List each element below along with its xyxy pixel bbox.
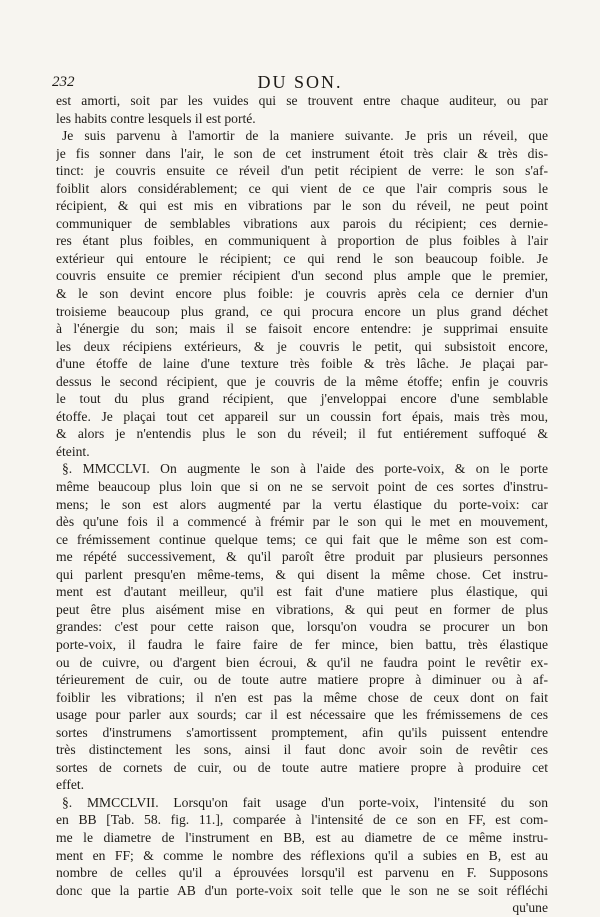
text-line: §. MMCCLVII. Lorsqu'on fait usage d'un porte-voix, l'intensité du son [62, 794, 548, 810]
body-text [56, 92, 548, 917]
text-line: troisieme beaucoup plus grand, ce qui procura encore un plus grand déchet [56, 303, 548, 319]
text-line: ou de cuivre, ou d'argent bien écroui, & qu'il ne faudra point le revêtir ex- [56, 654, 548, 670]
text-line: étoffe. Je plaçai tout cet appareil sur un coussin fort épais, mais très mou, [56, 408, 548, 424]
text-line: d'une étoffe de laine d'une texture très foible & très lâche. Je plaçai par- [56, 356, 548, 372]
text-line: communiquer de semblables vibrations aux parois du récipient; ces dernie- [56, 215, 548, 231]
text-line: récipient, & qui est mis en vibrations par le son du réveil, ne peut point [56, 198, 548, 214]
text-line: très distinctement les sons, ainsi il faut donc avoir soin de revêtir ces [56, 742, 548, 758]
text-line: ment est d'autant meilleur, qu'il est fait d'une matiere plus élastique, qui [56, 584, 548, 600]
text-line: éteint. [56, 443, 90, 459]
catchword: qu'une [512, 900, 548, 916]
text-line: dès qu'une fois il a commencé à frémir par le son qui le met en mouvement, [56, 514, 548, 530]
text-line: peut être plus aisément mise en vibrations, & qui peut en former de plus [56, 601, 548, 617]
text-line: est amorti, soit par les vuides qui se trouvent entre chaque auditeur, ou par [56, 93, 548, 108]
text-line: dessus le second récipient, que je couvris de la même étoffe; enfin je couvris [56, 373, 548, 389]
text-line: ment en FF; & comme le nombre des réflexions qu'il a subies en B, est au [56, 847, 548, 863]
text-line: usage pour parler aux sourds; car il est nécessaire que les frémissemens de ces [56, 707, 548, 723]
text-line: foiblir les vibrations; il n'en est pas la même chose de ceux dont on fait [56, 689, 548, 705]
text-line: térieurement de cuir, ou de toute autre matiere propre à diminuer ou à af- [56, 672, 548, 688]
text-line: porte-voix, il faudra le faire faire de fer mince, bien battu, très élastique [56, 636, 548, 652]
text-line: res étant plus foibles, en communiquent à proportion de plus foibles à l'air [56, 233, 548, 249]
text-line: sortes de cornets de cuir, ou de toute autre matiere propre à produire cet [56, 759, 548, 775]
text-line: ce frémissement continue quelque tems; ce qui fait que le même son est com- [56, 531, 548, 547]
text-line: même beaucoup plus loin que si on ne se servoit point de ces sortes d'instru- [56, 479, 548, 495]
text-line: les deux récipiens extérieurs, & je couvris le petit, qui subsistoit encore, [56, 338, 548, 354]
text-line: le tout du plus grand récipient, que j'enveloppai encore d'une semblable [56, 391, 548, 407]
text-line: qui parlent presqu'en même-tems, & qui disent la même chose. Cet instru- [56, 566, 548, 582]
text-line: effet. [56, 777, 85, 793]
text-line: Je suis parvenu à l'amortir de la maniere suivante. Je pris un réveil, que [62, 128, 548, 144]
text-line: & alors je n'entendis plus le son du réveil; il fut entiérement suffoqué & [56, 426, 548, 442]
text-line: nombre de celles qu'il a éprouvées lorsqu'il est parvenu en F. Supposons [56, 865, 548, 881]
text-line: donc que la partie AB d'un porte-voix soit telle que le son ne se soit réfléchi [56, 882, 548, 898]
text-line: sortes d'instrumens s'amortissent promptement, afin qu'ils puissent entendre [56, 724, 548, 740]
text-line: les habits contre lesquels il est porté. [56, 110, 256, 126]
text-line: tinct: je couvris ensuite ce réveil d'un petit récipient de verre: le son s'af- [56, 163, 548, 179]
page-number: 232 [52, 74, 75, 90]
text-line: en BB [Tab. 58. fig. 11.], comparée à l'intensité de ce son en FF, est com- [56, 812, 548, 828]
text-line: couvris ensuite ce premier récipient d'un second plus ample que le premier, [56, 268, 548, 284]
text-line: mens; le son est alors augmenté par la vertu élastique du porte-voix: car [56, 496, 548, 512]
running-head: DU SON. [257, 72, 343, 92]
text-line: je fis sonner dans l'air, le son de cet instrument étoit très clair & très dis- [56, 145, 548, 161]
text-line: foiblit alors considérablement; ce qui vient de ce que l'air compris sous le [56, 180, 548, 196]
page-header [0, 72, 600, 94]
text-line: me le diametre de l'instrument en BB, est au diametre de ce même instru- [56, 829, 548, 845]
text-line: extérieur qui entoure le récipient; ce qui rend le son beaucoup foible. Je [56, 250, 548, 266]
text-line: à l'énergie du son; mais il se faisoit encore entendre: je supprimai ensuite [56, 321, 548, 337]
text-line: grandes: c'est pour cette raison que, lorsqu'on voudra se procurer un bon [56, 619, 548, 635]
text-line: me répété successivement, & qu'il paroît être produit par plusieurs personnes [56, 549, 548, 565]
text-line: §. MMCCLVI. On augmente le son à l'aide des porte-voix, & on le porte [62, 461, 548, 477]
text-line: & le son devint encore plus foible: je couvris après cela ce dernier d'un [56, 286, 548, 302]
